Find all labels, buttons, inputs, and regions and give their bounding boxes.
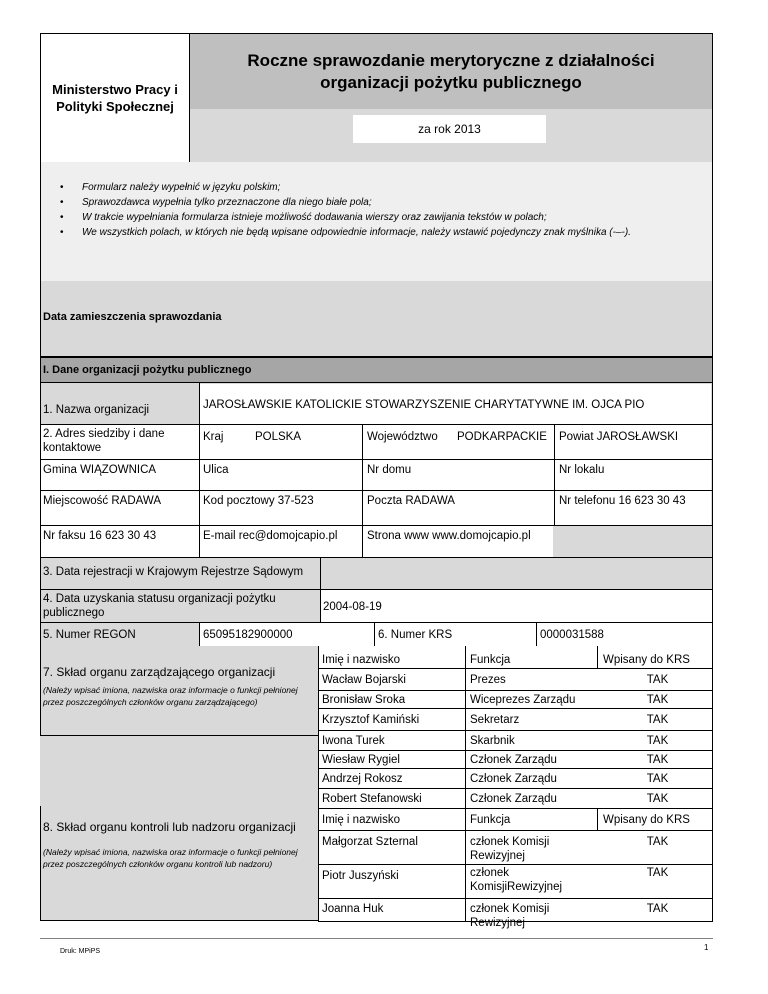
member-krs: TAK	[646, 694, 669, 706]
title-cell	[190, 34, 712, 109]
board-label: 7. Skład organu zarządzającego organizacji	[43, 665, 276, 679]
board-header-name: Imię i nazwisko	[322, 654, 400, 666]
gmina: Gmina WIĄZOWNICA	[43, 464, 157, 476]
year-field[interactable]: za rok 2013	[353, 115, 546, 143]
member-krs: TAK	[646, 903, 669, 915]
publication-date-label: Data zamieszczenia sprawozdania	[43, 311, 222, 323]
member-function: członek Komisji Rewizyjnej	[470, 836, 550, 862]
nr-lokalu: Nr lokalu	[559, 464, 605, 476]
instruction-item: W trakcie wypełniania formularza istnieje możliwość dodawania wierszy oraz zawijania tekstów w polach;	[82, 212, 547, 223]
member-name: Joanna Huk	[322, 903, 384, 915]
member-name: Krzysztof Kamiński	[322, 714, 420, 726]
instruction-item: Formularz należy wypełnić w języku polskim;	[82, 182, 281, 193]
regon-value: 65095182900000	[203, 629, 293, 641]
control-label: 8. Skład organu kontroli lub nadzoru organizacji	[43, 820, 296, 834]
powiat: Powiat JAROSŁAWSKI	[559, 431, 679, 443]
member-function: Skarbnik	[470, 735, 515, 747]
member-function: Sekretarz	[470, 714, 520, 726]
member-name: Wiesław Rygiel	[322, 754, 400, 766]
poczta: Poczta RADAWA	[367, 495, 455, 507]
ulica: Ulica	[203, 464, 229, 476]
member-krs: TAK	[646, 793, 669, 805]
footer-druk: Druk: MPiPS	[60, 948, 101, 955]
kraj-label: Kraj	[203, 431, 224, 443]
page-number: 1	[704, 943, 709, 952]
member-name: Wacław Bojarski	[322, 674, 406, 686]
control-header-function: Funkcja	[470, 814, 511, 826]
instruction-item: We wszystkich polach, w których nie będą wpisane odpowiednie informacje, należy wstawić pojedynczy znak myślnika (-–-).	[82, 227, 631, 238]
nr-domu: Nr domu	[367, 464, 412, 476]
member-name: Małgorzat Szternal	[322, 836, 418, 848]
member-krs: TAK	[646, 735, 669, 747]
adres-label: 2. Adres siedziby i dane kontaktowe	[43, 428, 165, 454]
member-krs: TAK	[646, 836, 669, 848]
opp-status-value: 2004-08-19	[323, 601, 382, 613]
member-krs: TAK	[646, 674, 669, 686]
member-name: Piotr Juszyński	[322, 870, 399, 882]
instructions-list: • Formularz należy wypełnić w języku polskim; • Sprawozdawca wypełnia tylko przeznaczone dla niego białe pola; • W trakcie wypełniania formularza istnieje możliwość dodawania wierszy oraz zawijania tekstów w polach; • We wszystkich polach, w których nie będą wpisane odpowiednie informacje, należy wstawić pojedynczy znak myślnika (-–-).	[60, 182, 631, 238]
miejscowosc: Miejscowość RADAWA	[43, 495, 161, 507]
krs-registration-label: 3. Data rejestracji w Krajowym Rejestrze Sądowym	[43, 566, 304, 578]
member-krs: TAK	[646, 773, 669, 785]
nazwa-value: JAROSŁAWSKIE KATOLICKIE STOWARZYSZENIE CHARYTATYWNE IM. OJCA PIO	[203, 399, 645, 411]
member-function: członek Komisji Rewizyjnej	[470, 903, 550, 929]
control-header-name: Imię i nazwisko	[322, 814, 400, 826]
member-krs: TAK	[646, 867, 669, 879]
member-function: Prezes	[470, 674, 506, 686]
board-header-function: Funkcja	[470, 654, 511, 666]
member-name: Andrzej Rokosz	[322, 773, 403, 785]
board-header-krs: Wpisany do KRS	[603, 654, 690, 666]
section1-title: I. Dane organizacji pożytku publicznego	[43, 364, 252, 376]
ministry-cell	[41, 34, 189, 162]
nazwa-label: 1. Nazwa organizacji	[43, 404, 150, 416]
ministry-name: Ministerstwo Pracy i Polityki Społecznej	[52, 82, 178, 114]
control-header-krs: Wpisany do KRS	[603, 814, 690, 826]
page-title: Roczne sprawozdanie merytoryczne z działalności organizacji pożytku publicznego	[247, 50, 655, 92]
instruction-item: Sprawozdawca wypełnia tylko przeznaczone dla niego białe pola;	[82, 197, 372, 208]
krs-value: 0000031588	[540, 629, 604, 641]
control-note: (Należy wpisać imiona, nazwiska oraz informacje o funkcji pełnionej przez poszczególnych członków organu kontroli lub nadzoru)	[43, 847, 298, 869]
member-name: Iwona Turek	[322, 735, 385, 747]
member-function: Członek Zarządu	[470, 754, 557, 766]
member-name: Bronisław Sroka	[322, 694, 406, 706]
kraj-value: POLSKA	[255, 431, 302, 443]
email: E-mail rec@domojcapio.pl	[203, 530, 338, 542]
member-name: Robert Stefanowski	[322, 793, 422, 805]
wojewodztwo-value: PODKARPACKIE	[457, 431, 547, 443]
member-krs: TAK	[646, 714, 669, 726]
wojewodztwo-label: Województwo	[367, 431, 438, 443]
member-function: członek KomisjiRewizyjnej	[470, 867, 563, 893]
member-function: Członek Zarządu	[470, 793, 557, 805]
strona-www: Strona www www.domojcapio.pl	[367, 530, 531, 542]
telefon: Nr telefonu 16 623 30 43	[559, 495, 686, 507]
opp-status-label: 4. Data uzyskania statusu organizacji pożytku publicznego	[43, 593, 276, 619]
faks: Nr faksu 16 623 30 43	[43, 530, 157, 542]
board-note: (Należy wpisać imiona, nazwiska oraz informacje o funkcji pełnionej przez poszczególnych członków organu zarządzającego)	[43, 685, 298, 707]
kod-pocztowy: Kod pocztowy 37-523	[203, 495, 314, 507]
krs-label: 6. Numer KRS	[378, 629, 453, 641]
regon-label: 5. Numer REGON	[43, 629, 136, 641]
member-function: Wiceprezes Zarządu	[470, 694, 576, 706]
member-krs: TAK	[646, 754, 669, 766]
member-function: Członek Zarządu	[470, 773, 557, 785]
